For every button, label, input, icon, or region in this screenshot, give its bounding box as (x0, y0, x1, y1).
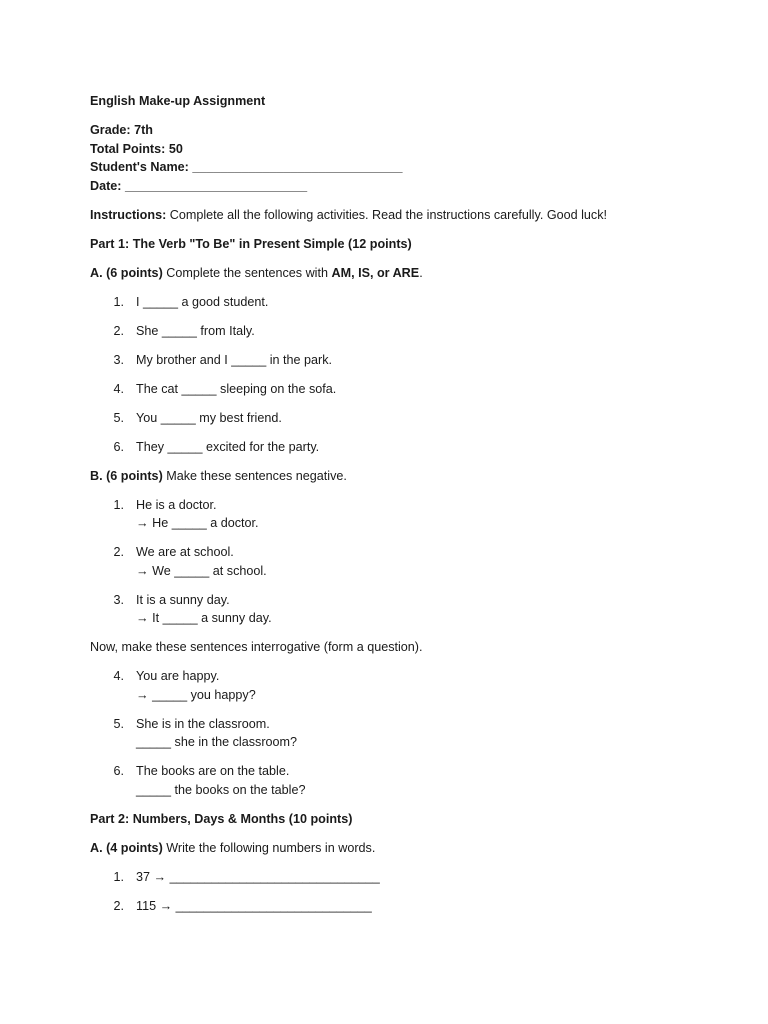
item-answer-line: → We _____ at school. (136, 563, 267, 578)
part1-section-b-text: Make these sentences negative. (162, 468, 347, 483)
list-item (90, 715, 690, 734)
list-item (90, 293, 690, 312)
item-text: We are at school. (136, 545, 234, 559)
item-text: You are happy. (136, 669, 220, 683)
item-text: You _____ my best friend. (136, 410, 282, 425)
item-text: She _____ from Italy. (136, 323, 255, 338)
list-item (90, 322, 690, 341)
item-text: 115 → ____________________________ (136, 898, 372, 913)
item-answer-line: → He _____ a doctor. (136, 516, 259, 530)
item-number: 3. (113, 352, 124, 367)
item-number: 2. (113, 898, 124, 913)
item-text: She is in the classroom. (136, 716, 270, 731)
item-answer-line: _____ the books on the table? (136, 782, 306, 797)
instructions-text: Complete all the following activities. Read the instructions carefully. Good luck! (166, 207, 608, 222)
list-item (90, 496, 690, 515)
item-answer-line: _____ she in the classroom? (136, 735, 298, 749)
part2-section-a-label: A. (4 points) (90, 840, 163, 855)
item-answer-line: → _____ you happy? (136, 687, 256, 702)
part2-title: Part 2: Numbers, Days & Months (10 points) (90, 811, 353, 826)
item-number: 3. (113, 592, 124, 607)
list-item (90, 409, 690, 428)
item-text: They _____ excited for the party. (136, 439, 320, 454)
list-item (90, 762, 690, 781)
part2-section-a-heading (90, 839, 690, 858)
list-item (90, 380, 690, 399)
item-text: I _____ a good student. (136, 294, 269, 309)
item-text: He is a doctor. (136, 497, 217, 512)
item-text: My brother and I _____ in the park. (136, 352, 333, 367)
part1-section-b-label: B. (6 points) (90, 468, 163, 483)
grade-line: Grade: 7th (90, 123, 153, 137)
instructions (90, 206, 690, 225)
part1-section-a-heading (90, 264, 690, 283)
item-number: 1. (113, 294, 124, 309)
item-number: 1. (113, 869, 124, 884)
item-number: 6. (113, 764, 124, 778)
part1-section-a-text: Complete the sentences with (162, 265, 332, 280)
item-number: 2. (113, 545, 124, 559)
student-name-line: Student's Name: ______________________________ (90, 160, 403, 174)
item-number: 4. (113, 669, 124, 683)
item-number: 5. (113, 716, 124, 731)
part1-title: Part 1: The Verb "To Be" in Present Simple (12 points) (90, 236, 412, 251)
item-number: 6. (113, 439, 124, 454)
part1-section-a-emphasis: AM, IS, or ARE (331, 265, 420, 280)
instructions-label: Instructions: (90, 207, 167, 222)
list-item (90, 543, 690, 562)
part1-section-b-heading (90, 467, 690, 486)
document-title: English Make-up Assignment (90, 94, 266, 108)
item-text: It is a sunny day. (136, 592, 230, 607)
list-item (90, 351, 690, 370)
date-line: Date: __________________________ (90, 178, 308, 193)
list-item (90, 897, 690, 916)
part1-section-a-label: A. (6 points) (90, 265, 163, 280)
item-text: The books are on the table. (136, 764, 290, 778)
assignment-page (90, 92, 690, 915)
list-item (90, 438, 690, 457)
interrogative-intro: Now, make these sentences interrogative (form a question). (90, 640, 423, 654)
part2-section-a-text: Write the following numbers in words. (162, 840, 376, 855)
item-text: The cat _____ sleeping on the sofa. (136, 381, 337, 396)
list-item (90, 667, 690, 686)
item-text: 37 → ______________________________ (136, 869, 380, 884)
item-answer-line: → It _____ a sunny day. (136, 611, 272, 625)
list-item (90, 591, 690, 610)
item-number: 2. (113, 323, 124, 338)
part1-section-a-text-after: . (419, 265, 423, 280)
total-points-line: Total Points: 50 (90, 141, 183, 156)
item-number: 1. (113, 497, 124, 512)
item-number: 5. (113, 410, 124, 425)
list-item (90, 868, 690, 887)
item-number: 4. (113, 381, 124, 396)
